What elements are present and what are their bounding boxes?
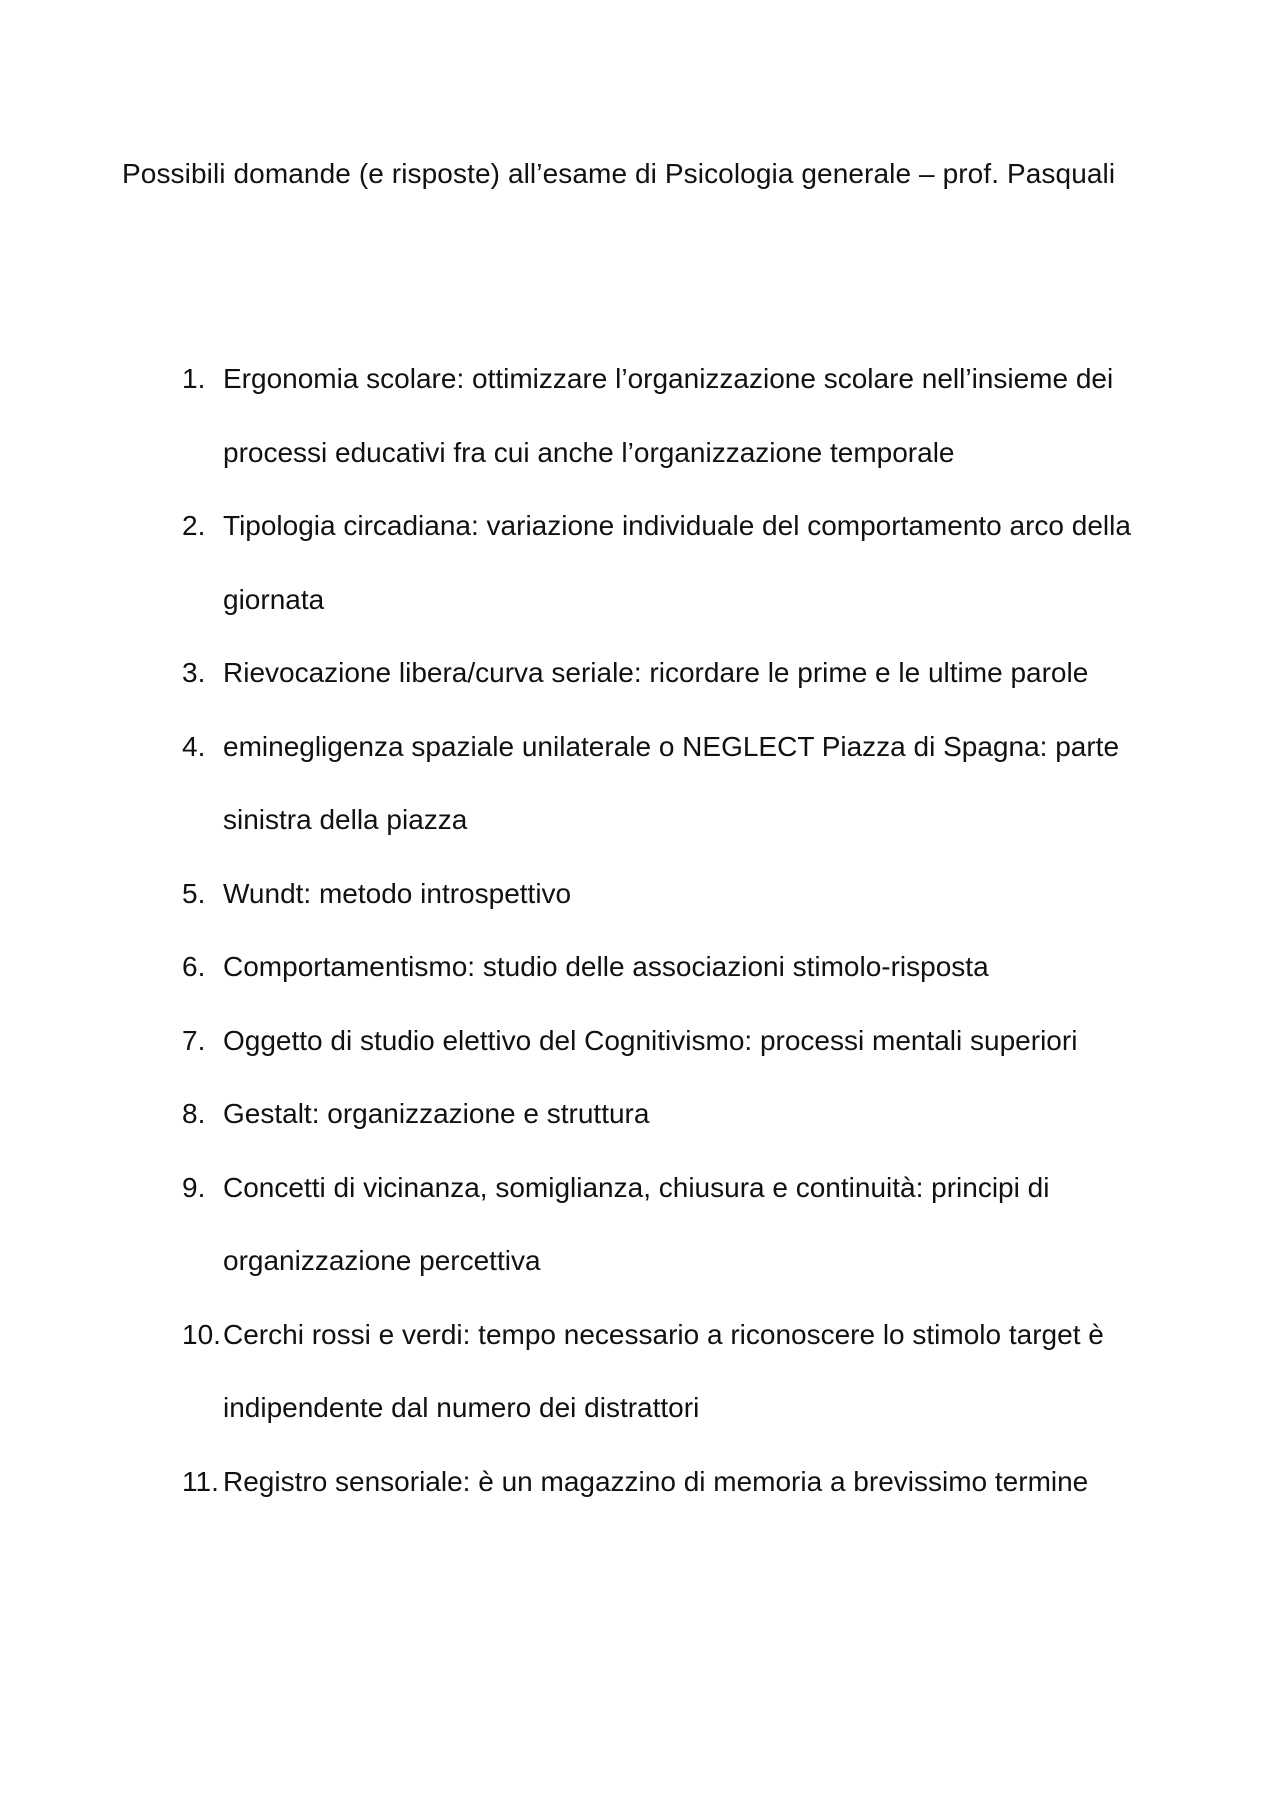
question-answer-list [0,342,1280,1518]
item-text: eminegligenza spaziale unilaterale o NEGLECT Piazza di Spagna: parte sinistra della piazza [223,730,1120,835]
item-text: Concetti di vicinanza, somiglianza, chiusura e continuità: principi di organizzazione percettiva [223,1171,1050,1276]
item-text: Rievocazione libera/curva seriale: ricordare le prime e le ultime parole [223,657,1089,688]
list-item [0,1445,1280,1519]
item-number: 3. [182,657,206,688]
list-item [0,1298,1280,1445]
item-text: Oggetto di studio elettivo del Cognitivismo: processi mentali superiori [223,1024,1078,1056]
item-number: 10. [182,1318,221,1350]
list-item [0,1004,1280,1078]
list-item [0,857,1280,931]
item-number: 4. [182,730,206,762]
item-text: Cerchi rossi e verdi: tempo necessario a riconoscere lo stimolo target è indipendente dal numero dei distrattori [223,1318,1104,1423]
list-item [0,342,1280,489]
item-number: 9. [182,1171,206,1203]
list-item [0,636,1280,710]
item-text: Wundt: metodo introspettivo [223,877,572,909]
item-number: 7. [182,1024,206,1056]
list-item [0,489,1280,636]
document-title: Possibili domande (e risposte) all’esame di Psicologia generale – prof. Pasquali [122,158,1116,189]
list-item [0,930,1280,1004]
item-number: 5. [182,877,206,909]
item-text: Registro sensoriale: è un magazzino di memoria a brevissimo termine [223,1465,1089,1497]
item-text: Tipologia circadiana: variazione individuale del comportamento arco della giornata [223,510,1131,615]
item-number: 2. [182,510,206,541]
item-number: 8. [182,1098,206,1129]
item-number: 6. [182,951,206,982]
list-item [0,1077,1280,1151]
item-number: 1. [182,363,206,394]
item-text: Gestalt: organizzazione e struttura [223,1098,650,1129]
item-text: Comportamentismo: studio delle associazioni stimolo-risposta [223,951,989,982]
list-item [0,710,1280,857]
item-number: 11. [182,1465,219,1497]
list-item [0,1151,1280,1298]
item-text: Ergonomia scolare: ottimizzare l’organizzazione scolare nell’insieme dei processi educativi fra cui anche l’organizzazione temporale [223,363,1114,468]
